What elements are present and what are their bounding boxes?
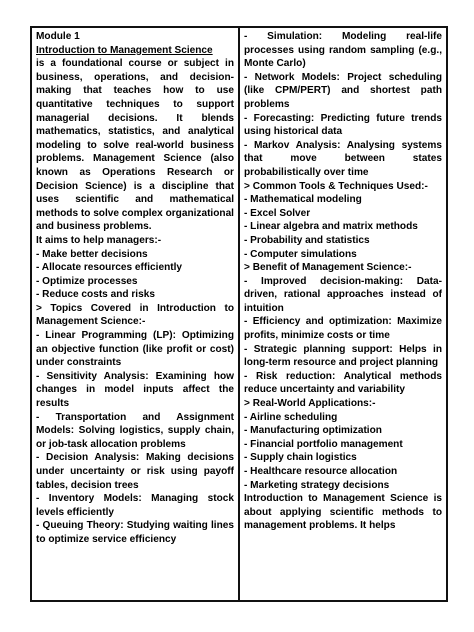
application-item: - Financial portfolio management	[244, 438, 403, 450]
aim-item: - Reduce costs and risks	[36, 289, 155, 301]
module-heading: Module 1	[36, 31, 80, 42]
tool-item: - Mathematical modeling	[244, 194, 362, 206]
aim-item: - Allocate resources efficiently	[36, 262, 183, 274]
topic-item: - Sensitivity Analysis: Examining how changes in model inputs affect the results	[36, 370, 234, 410]
topic-item: - Inventory Models: Managing stock levels efficiently	[36, 493, 234, 518]
benefit-item: - Risk reduction: Analytical methods reduce uncertainty and variability	[244, 370, 442, 396]
application-item: - Marketing strategy decisions	[244, 479, 390, 491]
section-title: Introduction to Management Science	[36, 44, 213, 56]
document-page	[30, 26, 448, 602]
topic-item: - Transportation and Assignment Models: Solving logistics, supply chain, or job-task allocation problems	[36, 411, 234, 450]
left-column	[32, 28, 240, 600]
aim-item: - Make better decisions	[36, 248, 148, 260]
aims-label: It aims to help managers:-	[36, 234, 162, 246]
aim-item: - Optimize processes	[36, 275, 138, 287]
topic-item: - Linear Programming (LP): Optimizing an objective function (like profit or cost) under constraints	[36, 330, 234, 369]
closing-paragraph: Introduction to Management Science is about applying scientific methods to management problems. It helps	[244, 493, 442, 532]
topic-item: - Decision Analysis: Making decisions under uncertainty or risk using payoff tables, decision trees	[36, 452, 234, 491]
topic-item: - Simulation: Modeling real-life processes using random sampling (e.g., Monte Carlo)	[244, 31, 442, 70]
tool-item: - Probability and statistics	[244, 234, 370, 246]
right-column	[240, 28, 446, 600]
benefits-label: > Benefit of Management Science:-	[244, 262, 412, 274]
topic-item: - Queuing Theory: Studying waiting lines to optimize service efficiency	[36, 520, 234, 545]
application-item: - Airline scheduling	[244, 411, 338, 423]
application-item: - Supply chain logistics	[244, 452, 357, 464]
benefit-item: - Efficiency and optimization: Maximize profits, minimize costs or time	[244, 316, 442, 342]
topic-item: - Forecasting: Predicting future trends using historical data	[244, 112, 442, 138]
applications-label: > Real-World Applications:-	[244, 398, 376, 410]
topic-item: - Markov Analysis: Analysing systems that move between states probabilistically over time	[244, 139, 442, 178]
benefit-item: - Improved decision-making: Data-driven, rational approaches instead of intuition	[244, 275, 442, 314]
application-item: - Manufacturing optimization	[244, 425, 382, 437]
tool-item: - Linear algebra and matrix methods	[244, 221, 418, 233]
tool-item: - Excel Solver	[244, 207, 311, 219]
tool-item: - Computer simulations	[244, 248, 357, 260]
application-item: - Healthcare resource allocation	[244, 466, 398, 477]
intro-paragraph: is a foundational course or subject in business, operations, and decision-making that teaches how to use quantitative techniques to support managerial decisions. It blends mathematics, statistics, and analytical modeling to solve real-world business problems. Management Science (also known as Operations Research or Decision Science) is a discipline that uses scientific and mathematical methods to solve complex organizational and business problems.	[36, 58, 234, 233]
tools-label: > Common Tools & Techniques Used:-	[244, 180, 428, 192]
benefit-item: - Strategic planning support: Helps in long-term resource and project planning	[244, 343, 442, 369]
topics-label: > Topics Covered in Introduction to Management Science:-	[36, 302, 234, 328]
topic-item: - Network Models: Project scheduling (like CPM/PERT) and shortest path problems	[244, 71, 442, 110]
